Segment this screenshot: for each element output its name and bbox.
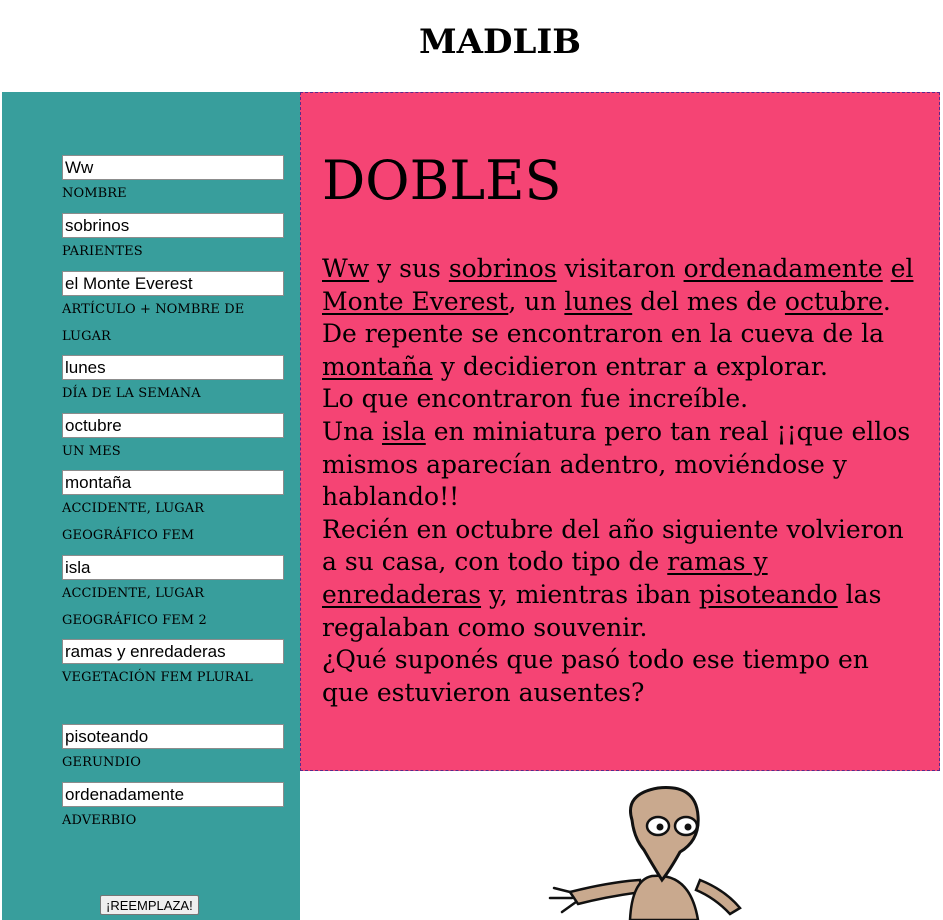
story-feature: montaña xyxy=(322,351,433,381)
story-fragment: Recién en octubre del año siguiente volvieron a su casa, con todo tipo de xyxy=(322,514,904,577)
field-name xyxy=(62,155,284,207)
name-label: NOMBRE xyxy=(62,186,127,201)
cartoon-character-illustration xyxy=(540,780,760,920)
story-fragment: visitaron xyxy=(556,254,684,283)
story-fragment: Lo que encontraron fue increíble. xyxy=(322,384,749,414)
story-month: octubre xyxy=(784,286,883,316)
gerund-input[interactable] xyxy=(62,724,284,749)
story-fragment: De repente se encontraron en la cueva de la xyxy=(322,319,884,349)
field-relatives xyxy=(62,213,284,265)
story-fragment: en miniatura pero tan real ¡¡que ellos mismos aparecían adentro, moviéndose y hablando!! xyxy=(322,416,911,512)
story-fragment: ¿Qué suponés que pasó todo ese tiempo en que estuvieron ausentes? xyxy=(322,645,869,707)
story-fragment xyxy=(883,254,891,283)
replace-button[interactable]: ¡REEMPLAZA! xyxy=(100,895,199,915)
month-label: UN MES xyxy=(62,444,121,459)
story-fragment: . xyxy=(882,286,891,316)
name-input[interactable] xyxy=(62,155,284,180)
relatives-label: PARIENTES xyxy=(62,244,143,259)
story-fragment: , un xyxy=(508,286,565,316)
story-fragment: y, mientras iban xyxy=(481,579,699,609)
vegetation-input[interactable] xyxy=(62,639,284,664)
story-fragment: las regalaban como souvenir. xyxy=(322,579,882,642)
field-weekday xyxy=(62,355,284,407)
field-feature xyxy=(62,470,284,549)
field-place xyxy=(62,271,284,350)
feature-2-input[interactable] xyxy=(62,555,284,580)
story-fragment: del mes de xyxy=(632,286,785,316)
field-month xyxy=(62,413,284,465)
field-adverb xyxy=(62,782,284,834)
story-feature-2: isla xyxy=(382,416,426,446)
adverb-label: ADVERBIO xyxy=(62,813,137,828)
story-adverb: ordenadamente xyxy=(683,254,883,283)
story-fragment: y decidieron entrar a explorar. xyxy=(432,351,828,381)
adverb-input[interactable] xyxy=(62,782,284,807)
story-panel xyxy=(300,92,940,771)
story-relatives: sobrinos xyxy=(448,254,557,283)
weekday-label: DÍA DE LA SEMANA xyxy=(62,386,201,401)
page-title: MADLIB xyxy=(418,22,582,62)
story-weekday: lunes xyxy=(564,286,633,316)
madlib-form xyxy=(2,92,300,920)
relatives-input[interactable] xyxy=(62,213,284,238)
story-vegetation: ramas y enredaderas xyxy=(322,547,768,609)
field-vegetation xyxy=(62,639,284,691)
story-place: el Monte Everest xyxy=(322,254,914,316)
story-name: Ww xyxy=(322,254,370,283)
story-gerund: pisoteando xyxy=(698,579,838,609)
place-input[interactable] xyxy=(62,271,284,296)
story-fragment: Una xyxy=(322,416,383,446)
place-label: ARTÍCULO + NOMBRE DE LUGAR xyxy=(62,302,245,344)
gerund-label: GERUNDIO xyxy=(62,755,142,770)
feature-2-label: ACCIDENTE, LUGAR GEOGRÁFICO FEM 2 xyxy=(62,586,207,628)
story-fragment: y sus xyxy=(369,254,449,283)
weekday-input[interactable] xyxy=(62,355,284,380)
feature-label: ACCIDENTE, LUGAR GEOGRÁFICO FEM xyxy=(62,501,205,543)
month-input[interactable] xyxy=(62,413,284,438)
vegetation-label: VEGETACIÓN FEM PLURAL xyxy=(62,670,253,685)
field-feature-2 xyxy=(62,555,284,634)
story-text xyxy=(322,253,922,709)
feature-input[interactable] xyxy=(62,470,284,495)
field-gerund xyxy=(62,724,284,776)
story-title: DOBLES xyxy=(322,149,562,212)
